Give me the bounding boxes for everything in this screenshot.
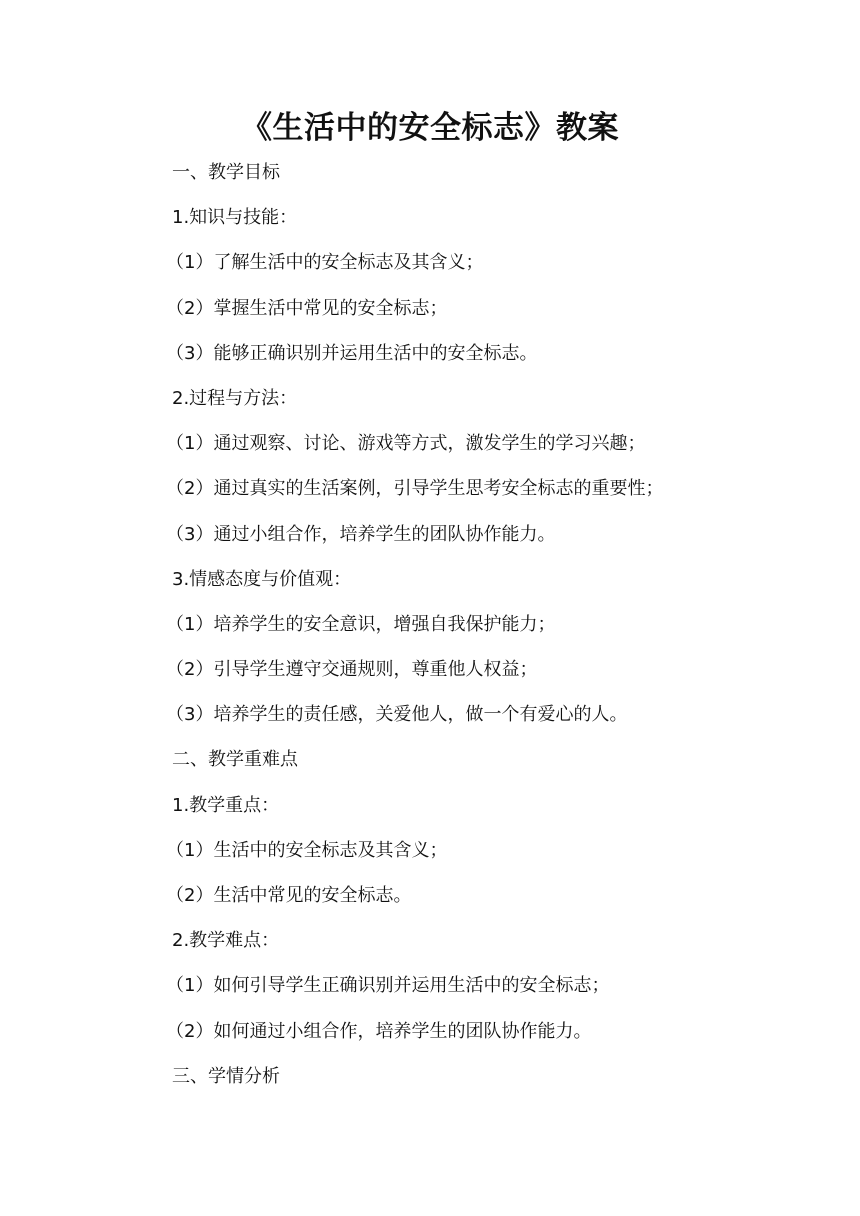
list-item: （3）培养学生的责任感，关爱他人，做一个有爱心的人。: [166, 704, 628, 726]
subsection-heading: 2.过程与方法：: [172, 387, 298, 409]
subsection-heading: 2.教学难点：: [172, 930, 280, 952]
list-item: （1）培养学生的安全意识，增强自我保护能力；: [166, 613, 556, 635]
list-item: （1）生活中的安全标志及其含义；: [166, 839, 448, 861]
list-item: （1）通过观察、讨论、游戏等方式，激发学生的学习兴趣；: [166, 433, 646, 455]
section-heading: 一、教学目标: [172, 162, 280, 183]
document-body: [166, 150, 772, 1099]
list-item: （3）通过小组合作，培养学生的团队协作能力。: [166, 523, 556, 545]
list-item: （2）引导学生遵守交通规则，尊重他人权益；: [166, 659, 538, 681]
list-item: （1）了解生活中的安全标志及其含义；: [166, 252, 484, 274]
list-item: （2）通过真实的生活案例，引导学生思考安全标志的重要性；: [166, 478, 664, 500]
document-title: 《生活中的安全标志》教案: [241, 110, 619, 146]
list-item: （2）如何通过小组合作，培养学生的团队协作能力。: [166, 1020, 592, 1042]
list-item: （2）掌握生活中常见的安全标志；: [166, 297, 448, 319]
subsection-heading: 1.教学重点：: [172, 794, 280, 816]
section-heading: 二、教学重难点: [172, 749, 298, 771]
list-item: （2）生活中常见的安全标志。: [166, 885, 412, 906]
section-heading: 三、学情分析: [172, 1065, 280, 1087]
list-item: （1）如何引导学生正确识别并运用生活中的安全标志；: [166, 975, 610, 997]
subsection-heading: 3.情感态度与价值观：: [172, 568, 352, 590]
list-item: （3）能够正确识别并运用生活中的安全标志。: [166, 342, 538, 364]
subsection-heading: 1.知识与技能：: [172, 207, 298, 229]
